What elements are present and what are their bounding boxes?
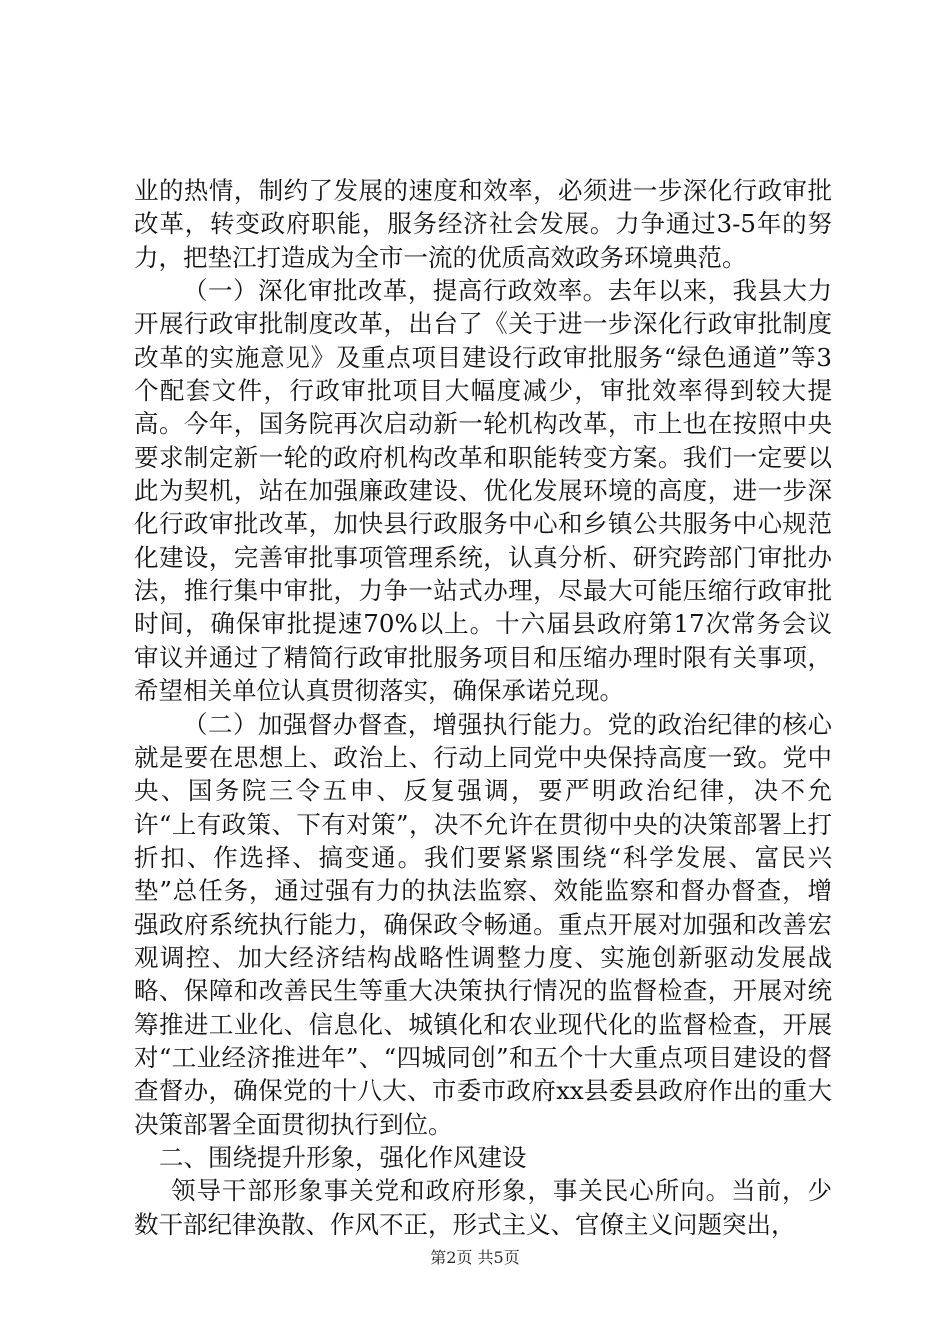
paragraph-section-1: （一）深化审批改革，提高行政效率。去年以来，我县大力开展行政审批制度改革，出台了《关于进一步深化行政审批制度改革的实施意见》及重点项目建设行政审批服务“绿色通道”等3个配套文件，行政审批项目大幅度减少，审批效率得到较大提高。今年，国务院再次启动新一轮机构改革，市上也在按照中央要求制定新一轮的政府机构改革和职能转变方案。我们一定要以此为契机，站在加强廉政建设、优化发展环境的高度，进一步深化行政审批改革，加快县行政服务中心和乡镇公共服务中心规范化建设，完善审批事项管理系统，认真分析、研究跨部门审批办法，推行集中审批，力争一站式办理，尽最大可能压缩行政审批时间，确保审批提速70%以上。十六届县政府第17次常务会议审议并通过了精简行政审批服务项目和压缩办理时限有关事项，希望相关单位认真贯彻落实，确保承诺兑现。	[134, 276, 832, 706]
paragraph-section-2: （二）加强督办督查，增强执行能力。党的政治纪律的核心就是要在思想上、政治上、行动上同党中央保持高度一致。党中央、国务院三令五申、反复强调，要严明政治纪律，决不允许“上有政策、下有对策”，决不允许在贯彻中央的决策部署上打折扣、作选择、搞变通。我们要紧紧围绕“科学发展、富民兴垫”总任务，通过强有力的执法监察、效能监察和督办督查，增强政府系统执行能力，确保政令畅通。重点开展对加强和改善宏观调控、加大经济结构战略性调整力度、实施创新驱动发展战略、保障和改善民生等重大决策执行情况的监督检查，开展对统筹推进工业化、信息化、城镇化和农业现代化的监督检查，开展对“工业经济推进年”、“四城同创”和五个十大重点项目建设的督查督办，确保党的十八大、市委市政府xx县委县政府作出的重大决策部署全面贯彻执行到位。	[134, 709, 832, 1139]
document-body	[134, 174, 832, 1241]
paragraph-section-heading-body: 领导干部形象事关党和政府形象，事关民心所向。当前，少数干部纪律涣散、作风不正，形式主义、官僚主义问题突出，	[134, 1176, 832, 1239]
paragraph-continuation: 业的热情，制约了发展的速度和效率，必须进一步深化行政审批改革，转变政府职能，服务经济社会发展。力争通过3-5年的努力，把垫江打造成为全市一流的优质高效政务环境典范。	[134, 176, 832, 272]
section-heading: 二、围绕提升形象，强化作风建设	[159, 1142, 527, 1172]
page-number-footer: 第2页 共5页	[430, 1248, 520, 1267]
